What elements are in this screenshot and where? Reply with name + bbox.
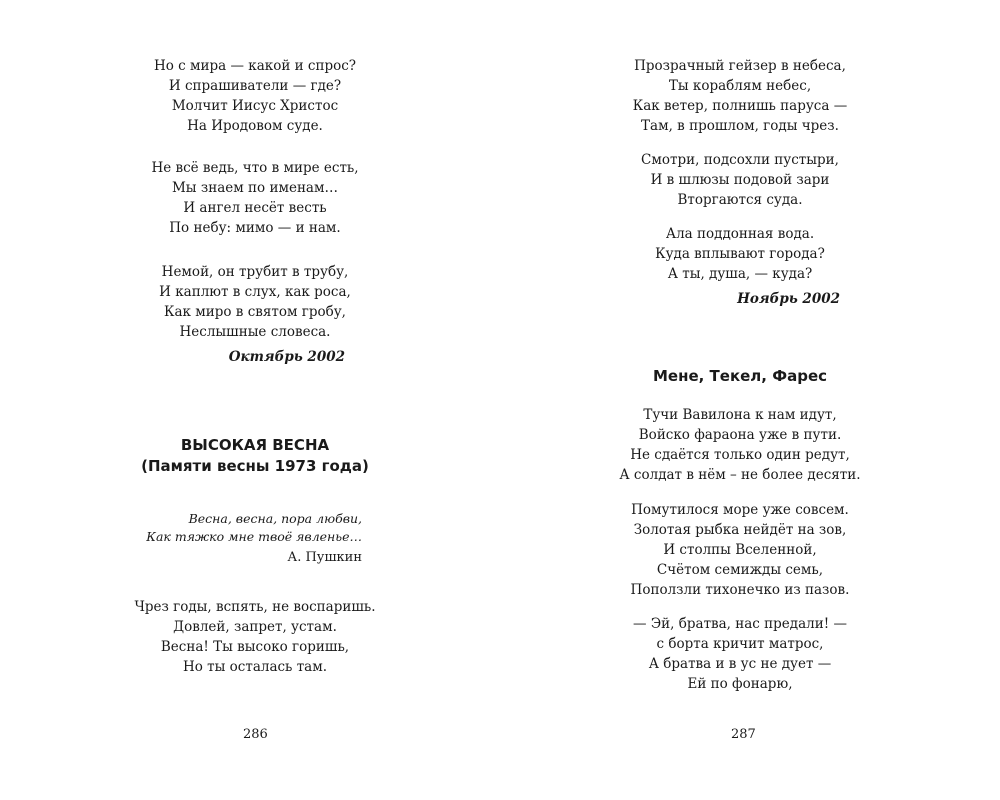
verse-line: Ты кораблям небес, <box>668 78 812 94</box>
verse-line: По небу: мимо — и нам. <box>169 220 341 236</box>
verse-line: Тучи Вавилона к нам идут, <box>643 407 837 423</box>
poem-title-text: ВЫСОКАЯ ВЕСНА <box>180 436 330 454</box>
stanza <box>105 56 405 136</box>
verse-line: Но с мира — какой и спрос? <box>153 58 357 74</box>
verse-line: И каплют в слух, как роса, <box>159 284 351 300</box>
verse-line: Мы знаем по именам… <box>171 180 338 196</box>
verse-line: Немой, он трубит в трубу, <box>161 264 349 280</box>
verse-line: Не сдаётся только один редут, <box>630 447 850 463</box>
stanza <box>105 597 405 677</box>
stanza <box>105 262 405 342</box>
verse-line: Золотая рыбка нейдёт на зов, <box>633 522 847 538</box>
poem-title: Мене, Текел, Фарес <box>652 367 828 385</box>
verse-line: А солдат в нём – не более десяти. <box>619 467 861 483</box>
epigraph-line: Весна, весна, пора любви, <box>188 511 362 526</box>
verse-line: Весна! Ты высоко горишь, <box>160 639 350 655</box>
verse-line: с борта кричит матрос, <box>656 636 824 652</box>
verse-line: Войско фараона уже в пути. <box>638 427 842 443</box>
verse-line: На Иродовом суде. <box>187 118 323 134</box>
verse-line: Ала поддонная вода. <box>665 226 815 242</box>
verse-line: Как миро в святом гробу, <box>164 304 346 320</box>
verse-line: Чрез годы, вспять, не воспаришь. <box>134 599 376 615</box>
verse-line: А братва и в ус не дует — <box>648 656 832 672</box>
stanza <box>590 614 890 694</box>
verse-line: И в шлюзы подовой зари <box>650 172 830 188</box>
poem-subtitle: (Памяти весны 1973 года) <box>141 457 369 475</box>
stanza <box>105 158 405 238</box>
verse-line: И столпы Вселенной, <box>663 542 817 558</box>
stanza <box>590 405 890 485</box>
verse-line: Вторгаются суда. <box>677 192 803 208</box>
verse-line: Счётом семижды семь, <box>656 562 824 578</box>
verse-line: Прозрачный гейзер в небеса, <box>634 58 846 74</box>
page-number: 286 <box>243 727 268 742</box>
epigraph-line: Как тяжко мне твоё явленье… <box>146 529 362 544</box>
stanza <box>590 500 890 600</box>
verse-line: Довлей, запрет, устам. <box>173 619 337 635</box>
verse-line: И ангел несёт весть <box>183 200 327 216</box>
stanza <box>590 56 890 136</box>
verse-line: Там, в прошлом, годы чрез. <box>641 118 839 134</box>
verse-line: Помутилося море уже совсем. <box>631 502 849 518</box>
verse-line: А ты, душа, — куда? <box>667 266 813 282</box>
epigraph <box>146 510 362 567</box>
page-number: 287 <box>731 727 756 742</box>
verse-line: Поползли тихонечко из пазов. <box>630 582 850 598</box>
verse-line: Но ты осталась там. <box>182 659 328 675</box>
epigraph-author: А. Пушкин <box>287 550 362 565</box>
verse-line: И спрашиватели — где? <box>168 78 342 94</box>
verse-line: Молчит Иисус Христос <box>171 98 339 114</box>
verse-line: — Эй, братва, нас предали! — <box>633 616 847 632</box>
poem-date: Октябрь 2002 <box>228 349 345 365</box>
verse-line: Не всё ведь, что в мире есть, <box>151 160 359 176</box>
verse-line: Как ветер, полнишь паруса — <box>632 98 848 114</box>
verse-line: Ей по фонарю, <box>687 676 793 692</box>
verse-line: Смотри, подсохли пустыри, <box>641 152 839 168</box>
poem-title <box>105 435 405 477</box>
verse-line: Неслышные словеса. <box>179 324 331 340</box>
stanza <box>590 224 890 284</box>
stanza <box>590 150 890 210</box>
poem-date: Ноябрь 2002 <box>737 291 840 307</box>
verse-line: Куда вплывают города? <box>655 246 825 262</box>
